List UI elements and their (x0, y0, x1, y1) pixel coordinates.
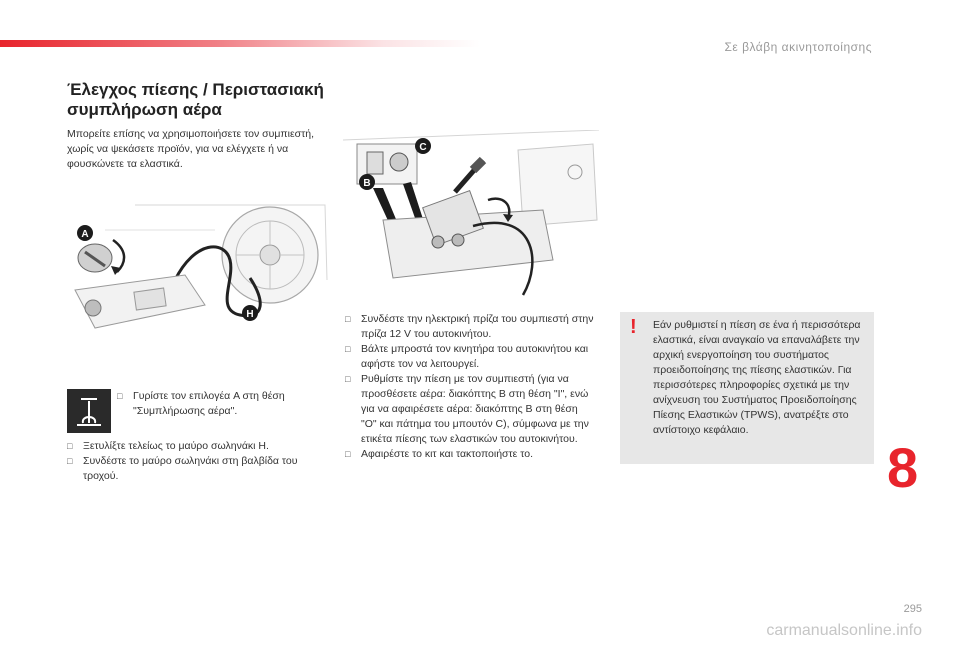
compressor-step-list (345, 312, 595, 462)
warning-note (620, 312, 874, 464)
square-bullet-icon: □ (67, 456, 73, 466)
square-bullet-icon: □ (345, 449, 351, 459)
square-bullet-icon: □ (345, 314, 351, 324)
selector-step-text: Γυρίστε τον επιλογέα A στη θέση "Συμπλήρωσης αέρα". (133, 390, 285, 417)
hose-step-text: Συνδέστε το μαύρο σωληνάκι στη βαλβίδα του τροχού. (83, 455, 298, 482)
chapter-title: Σε βλάβη ακινητοποίησης (724, 40, 872, 54)
intro-paragraph: Μπορείτε επίσης να χρησιμοποιήσετε τον συμπιεστή, χωρίς να ψεκάσετε προϊόν, για να ελέγχετε ή να φουσκώνετε τα ελαστικά. (67, 128, 315, 170)
list-item (345, 312, 595, 342)
warning-note-text: Εάν ρυθμιστεί η πίεση σε ένα ή περισσότερα ελαστικά, είναι αναγκαίο να επαναλάβετε την αρχική ενεργοποίηση του συστήματος προειδοποίησης της πίεσης ελαστικών. Για περισσότερες πληροφορίες σχετικά με την ανίχνευση του Συστήματος Προειδοποίησης Πίεσης Ελαστικών (TPWS), ανατρέξτε στο αντίστοιχο κεφάλαιο. (653, 319, 861, 436)
square-bullet-icon: □ (345, 344, 351, 354)
list-item (345, 372, 595, 447)
list-item (345, 342, 595, 372)
compressor-wheel-illustration (65, 200, 330, 340)
label-a-badge: A (81, 229, 89, 240)
inflation-icon (67, 389, 111, 433)
compressor-step-text: Ρυθμίστε την πίεση με τον συμπιεστή (για να προσθέσετε αέρα: διακόπτης B στη θέση "I", ενώ για να αφαιρέσετε αέρα: διακόπτης B στη θέση "O" και πάτημα του μπουτόν C), σύμφωνα με την ετικέτα πίεσης των ελαστικών του αυτοκινήτου. (361, 373, 589, 445)
label-c-badge: C (419, 142, 427, 153)
square-bullet-icon: □ (67, 441, 73, 451)
compressor-step-text: Βάλτε μπροστά τον κινητήρα του αυτοκινήτου και αφήστε τον να λειτουργεί. (361, 343, 589, 370)
label-b-badge: B (363, 178, 371, 189)
square-bullet-icon: □ (117, 391, 123, 401)
square-bullet-icon: □ (345, 374, 351, 384)
header-accent-bar (0, 40, 480, 47)
list-item (345, 447, 595, 462)
list-item (67, 454, 332, 484)
chapter-number: 8 (887, 436, 919, 499)
watermark: carmanualsonline.info (766, 622, 922, 639)
compressor-controls-illustration (343, 130, 599, 298)
label-h-badge: H (246, 309, 254, 320)
hose-step-text: Ξετυλίξτε τελείως το μαύρο σωληνάκι H. (83, 440, 269, 452)
compressor-step-text: Συνδέστε την ηλεκτρική πρίζα του συμπιεστή στην πρίζα 12 V του αυτοκινήτου. (361, 313, 594, 340)
warning-icon: ! (630, 316, 637, 338)
selector-step-list (117, 389, 327, 419)
air-inflation-pictogram (67, 389, 111, 433)
hose-step-list (67, 439, 332, 484)
list-item (117, 389, 327, 419)
section-title: Έλεγχος πίεσης / Περιστασιακή συμπλήρωση αέρα (67, 80, 324, 119)
list-item (67, 439, 332, 454)
page-number: 295 (903, 603, 922, 615)
compressor-step-text: Αφαιρέστε το κιτ και τακτοποιήστε το. (361, 448, 534, 460)
